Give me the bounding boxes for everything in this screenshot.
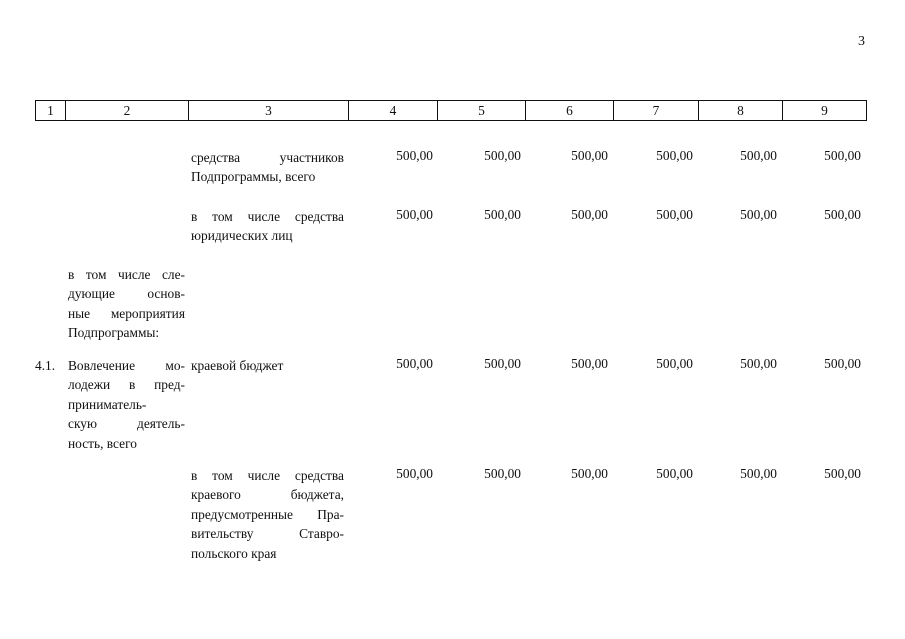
funding-source-cell (191, 466, 344, 563)
funding-source-line: краевого бюджета, (191, 487, 344, 503)
column-number-7: 7 (614, 101, 699, 121)
column-number-2: 2 (66, 101, 189, 121)
event-name-line: ные мероприятия (68, 305, 185, 321)
column-number-6: 6 (526, 101, 614, 121)
funding-source-line: краевой бюджет (191, 358, 284, 373)
funding-source-line: юридических лиц (191, 228, 293, 244)
row-index: 4.1. (35, 358, 56, 373)
value-cell: 500,00 (656, 356, 693, 371)
value-cell: 500,00 (571, 356, 608, 371)
value-cell: 500,00 (740, 148, 777, 163)
funding-source-line: Подпрограммы, всего (191, 169, 316, 185)
column-number-4: 4 (349, 101, 438, 121)
value-cell: 500,00 (824, 356, 861, 371)
value-cell: 500,00 (824, 148, 861, 163)
column-number-header (35, 100, 867, 121)
event-name-line: скую деятель- (68, 416, 185, 432)
event-name-line: приниматель- (68, 396, 147, 412)
value-cell: 500,00 (571, 148, 608, 163)
funding-source-line: предусмотренные Пра- (191, 506, 344, 522)
funding-source-line: в том числе средства (191, 209, 344, 224)
value-cell: 500,00 (824, 207, 861, 222)
value-cell: 500,00 (484, 466, 521, 481)
funding-source-line: в том числе средства (191, 468, 344, 483)
value-cell: 500,00 (656, 466, 693, 481)
value-cell: 500,00 (740, 207, 777, 222)
column-number-9: 9 (783, 101, 867, 121)
value-cell: 500,00 (396, 148, 433, 163)
funding-source-cell (191, 207, 344, 246)
funding-source-line: средства участников (191, 150, 344, 165)
value-cell: 500,00 (656, 148, 693, 163)
event-name-line: ность, всего (68, 435, 137, 451)
column-number-1: 1 (36, 101, 66, 121)
value-cell: 500,00 (656, 207, 693, 222)
value-cell: 500,00 (740, 356, 777, 371)
value-cell: 500,00 (396, 207, 433, 222)
value-cell: 500,00 (740, 466, 777, 481)
funding-source-cell (191, 356, 344, 375)
event-name-line: Вовлечение мо- (68, 358, 185, 373)
value-cell: 500,00 (571, 466, 608, 481)
value-cell: 500,00 (396, 356, 433, 371)
value-cell: 500,00 (571, 207, 608, 222)
column-number-8: 8 (699, 101, 783, 121)
value-cell: 500,00 (484, 356, 521, 371)
event-name-cell (68, 265, 185, 343)
page-number: 3 (858, 34, 865, 49)
value-cell: 500,00 (484, 207, 521, 222)
value-cell: 500,00 (824, 466, 861, 481)
column-number-5: 5 (438, 101, 526, 121)
event-name-cell (68, 356, 185, 453)
event-name-line: дующие основ- (68, 286, 185, 302)
value-cell: 500,00 (396, 466, 433, 481)
value-cell: 500,00 (484, 148, 521, 163)
event-name-line: Подпрограммы: (68, 325, 160, 341)
funding-source-line: польского края (191, 545, 277, 561)
event-name-line: лодежи в пред- (68, 377, 185, 393)
event-name-line: в том числе сле- (68, 267, 185, 282)
funding-source-cell (191, 148, 344, 187)
column-number-3: 3 (189, 101, 349, 121)
funding-source-line: вительству Ставро- (191, 526, 344, 542)
